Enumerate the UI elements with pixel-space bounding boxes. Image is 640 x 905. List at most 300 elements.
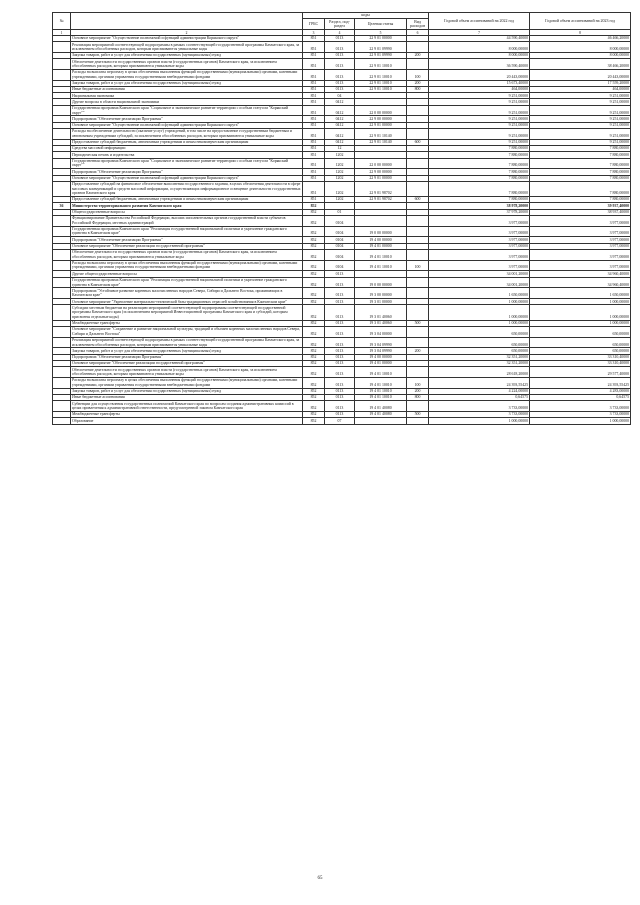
table-row <box>53 226 631 237</box>
row-amount-2023: 9 251,00000 <box>530 122 631 128</box>
row-grbs: 851 <box>303 59 325 70</box>
row-grbs: 852 <box>303 209 325 215</box>
row-amount-2023: 1 000,00000 <box>530 320 631 326</box>
row-grbs: 852 <box>303 367 325 378</box>
row-section: 0412 <box>325 139 355 145</box>
row-number <box>53 158 71 169</box>
row-amount-2022: 44 590,40000 <box>429 35 530 41</box>
row-target-article: 22 0 00 00000 <box>355 105 407 116</box>
row-expense-type <box>407 181 429 196</box>
table-row <box>53 326 631 337</box>
row-amount-2023: 1 000,00000 <box>530 305 631 320</box>
row-number <box>53 215 71 226</box>
row-amount-2022: 8 000,00000 <box>429 52 530 58</box>
row-expense-type <box>407 128 429 139</box>
row-target-article: 19 0 00 00000 <box>355 277 407 288</box>
row-grbs: 852 <box>303 394 325 400</box>
row-amount-2023: 46 466,20000 <box>530 35 631 41</box>
row-section: 0113 <box>325 411 355 417</box>
row-number <box>53 181 71 196</box>
row-amount-2022: 9 251,00000 <box>429 93 530 99</box>
row-amount-2023: 17 559,20000 <box>530 80 631 86</box>
table-row <box>53 158 631 169</box>
row-amount-2023: 39 937,40000 <box>530 203 631 209</box>
row-amount-2023: 33 310,40000 <box>530 360 631 366</box>
row-target-article: 19 3 04 09990 <box>355 348 407 354</box>
row-section: 1202 <box>325 181 355 196</box>
table-row <box>53 288 631 299</box>
row-grbs: 851 <box>303 52 325 58</box>
row-name: Закупка товаров, работ и услуг для обеспечения государственных (муниципальных) нужд <box>71 388 303 394</box>
row-amount-2022: 1 000,00000 <box>429 418 530 424</box>
row-expense-type: 100 <box>407 69 429 80</box>
row-amount-2022: 9 251,00000 <box>429 122 530 128</box>
row-amount-2022: 650,00000 <box>429 337 530 348</box>
row-amount-2022: 3 977,00000 <box>429 237 530 243</box>
row-amount-2022: 38 978,20000 <box>429 203 530 209</box>
header-expense-type: Вид расходов <box>407 19 429 30</box>
row-target-article: 19 4 01 10010 <box>355 260 407 271</box>
row-name: Субсидии местным бюджетам на реализацию мероприятий соответствующей подпрограммы соответствующей государственной программы Камчатского края (за исключением мероприятий Инвестиционной программы Камчатского края и субсидий, которым присвоены отдельные коды) <box>71 305 303 320</box>
row-grbs: 851 <box>303 86 325 92</box>
row-name: Расходы на выплаты персоналу в целях обеспечения выполнения функций государственными (муниципальными) органами, казенными учреждениями, органами управления государственными внебюджетными фондами <box>71 377 303 388</box>
row-amount-2023: 8 000,00000 <box>530 52 631 58</box>
row-name: Предоставление субсидий на финансовое обеспечение выполнения государственного задания, в целях обеспечения деятельности в сфере массовых коммуникаций и средств массовой информации, осуществляющих информационное освещение деятельности государственных органов Камчатского края <box>72 182 301 196</box>
header-section: Раздел, под-раздел <box>325 19 355 30</box>
row-name: Подпрограмма "Обеспечение реализации Программы" <box>71 169 303 175</box>
row-amount-2023: 9 251,00000 <box>530 128 631 139</box>
row-name: Государственная программа Камчатского края "Социальное и экономическое развитие территории с особым статусом "Корякский округ"" <box>71 105 303 116</box>
table-row <box>53 260 631 271</box>
row-amount-2023: 20 443,00000 <box>530 69 631 80</box>
row-amount-2022: 24 393,55425 <box>429 377 530 388</box>
row-grbs: 852 <box>303 305 325 320</box>
row-grbs: 851 <box>303 116 325 122</box>
row-number <box>53 59 71 70</box>
page-number: 65 <box>317 876 323 881</box>
row-expense-type <box>407 59 429 70</box>
table-row <box>53 418 631 424</box>
row-number <box>53 128 71 139</box>
row-target-article: 22 9 00 00000 <box>355 116 407 122</box>
row-amount-2023: 33 310,40000 <box>530 354 631 360</box>
row-grbs: 851 <box>303 105 325 116</box>
table-header <box>53 13 631 36</box>
row-section: 07 <box>325 418 355 424</box>
row-target-article: 19 3 01 40060 <box>355 305 407 320</box>
row-name: Министерство территориального развития Камчатского края <box>71 203 303 209</box>
row-target-article: 19 3 01 00000 <box>355 299 407 305</box>
row-expense-type <box>407 105 429 116</box>
row-amount-2022: 1 000,00000 <box>429 305 530 320</box>
row-name: Расходы на выплаты персоналу в целях обеспечения выполнения функций государственными (муниципальными) органами, казенными учреждениями, органами управления государственными внебюджетными фондами <box>71 260 303 271</box>
row-amount-2023: 29 577,40000 <box>530 367 631 378</box>
table-body <box>53 35 631 424</box>
table-row <box>53 69 631 80</box>
row-name: Другие общегосударственные вопросы <box>71 271 303 277</box>
row-name: Подпрограмма "Обеспечение реализации Программы" <box>71 116 303 122</box>
header-grbs: ГРБС <box>303 19 325 30</box>
row-target-article: 19 0 00 00000 <box>355 226 407 237</box>
row-amount-2022: 37 978,20000 <box>429 209 530 215</box>
row-name: Подпрограмма "Обеспечение реализации Программы" <box>71 354 303 360</box>
row-grbs: 852 <box>303 271 325 277</box>
row-name: Обеспечение деятельности государственных органов власти (государственных органов) Камчатского края, за исключением обособленных расходов, которым присваиваются уникальные коды <box>71 367 303 378</box>
row-section: 0113 <box>325 388 355 394</box>
row-section: 0113 <box>325 288 355 299</box>
row-target-article: 22 9 01 98702 <box>355 197 407 203</box>
row-expense-type: 800 <box>407 86 429 92</box>
row-target-article: 19 4 01 00000 <box>355 360 407 366</box>
row-number <box>53 288 71 299</box>
table-row <box>53 215 631 226</box>
row-grbs: 852 <box>303 299 325 305</box>
row-section: 1202 <box>325 169 355 175</box>
row-grbs: 851 <box>303 158 325 169</box>
row-target-article: 22 9 01 98702 <box>355 181 407 196</box>
row-expense-type: 500 <box>407 320 429 326</box>
row-name: Общегосударственные вопросы <box>71 209 303 215</box>
row-grbs: 852 <box>303 277 325 288</box>
row-target-article: 22 9 01 09990 <box>355 42 407 53</box>
row-amount-2022: 3 733,00000 <box>429 411 530 417</box>
row-section: 0113 <box>325 377 355 388</box>
row-amount-2022: 9 251,00000 <box>429 99 530 105</box>
row-amount-2023: 650,00000 <box>530 348 631 354</box>
row-name: Государственная программа Камчатского края "Реализация государственной национальной политики и укрепление гражданского единства в Камчатском крае" <box>71 277 303 288</box>
row-grbs: 852 <box>303 288 325 299</box>
row-section: 0104 <box>325 226 355 237</box>
row-amount-2023: 3 977,00000 <box>530 243 631 249</box>
row-amount-2023: 9 251,00000 <box>530 99 631 105</box>
row-amount-2022: 9 251,00000 <box>429 139 530 145</box>
row-section: 04 <box>325 93 355 99</box>
row-target-article: 19 4 01 10010 <box>355 367 407 378</box>
row-name: Основное мероприятие "Сохранение и развитие национальной культуры, традиций и обычаев коренных малочисленных народов Севера, Сибири и Дальнего Востока" <box>71 326 303 337</box>
row-expense-type: 200 <box>407 348 429 354</box>
row-expense-type <box>407 401 429 412</box>
row-amount-2022: 7 880,00000 <box>429 175 530 181</box>
row-name: Средства массовой информации <box>71 145 303 151</box>
row-section: 0104 <box>325 243 355 249</box>
row-number <box>53 401 71 412</box>
row-amount-2023: 7 880,00000 <box>530 145 631 151</box>
row-amount-2022: 8 000,00000 <box>429 42 530 53</box>
row-amount-2022: 7 880,00000 <box>429 169 530 175</box>
row-name: Государственная программа Камчатского края "Реализация государственной национальной политики и укрепление гражданского единства в Камчатском крае" <box>71 226 303 237</box>
row-grbs: 852 <box>303 337 325 348</box>
table-row <box>53 367 631 378</box>
row-target-article: 19 4 01 10010 <box>355 377 407 388</box>
row-name: Государственная программа Камчатского края "Социальное и экономическое развитие территории с особым статусом "Корякский округ"" <box>71 158 303 169</box>
row-name: Предоставление субсидий бюджетным, автономным учреждениям и иным некоммерческим организациям <box>71 139 303 145</box>
row-name: Основное мероприятие "Осуществление полномочий и функций администрации Корякского округа" <box>71 35 303 41</box>
row-number <box>53 226 71 237</box>
row-section: 0104 <box>325 249 355 260</box>
row-amount-2022: 7 880,00000 <box>429 145 530 151</box>
row-name: Иные бюджетные ассигнования <box>71 394 303 400</box>
row-amount-2023: 7 880,00000 <box>530 169 631 175</box>
row-target-article: 22 9 01 10010 <box>355 69 407 80</box>
column-index: 7 <box>429 30 530 36</box>
row-grbs: 851 <box>303 99 325 105</box>
row-section: 1202 <box>325 175 355 181</box>
row-amount-2022: 650,00000 <box>429 348 530 354</box>
row-name: Основное мероприятие "Осуществление полномочий и функций администрации Корякского округа" <box>71 175 303 181</box>
row-amount-2022: 32 351,20000 <box>429 360 530 366</box>
row-section: 0113 <box>325 59 355 70</box>
row-target-article: 19 4 01 10010 <box>355 388 407 394</box>
column-index: 4 <box>325 30 355 36</box>
row-name: Реализация мероприятий соответствующей подпрограммы в рамках соответствующей государственной программы Камчатского края, за исключением обособленных расходов, которым присваиваются уникальные коды <box>71 42 303 53</box>
row-number <box>53 418 71 424</box>
row-grbs: 851 <box>303 175 325 181</box>
row-amount-2023: 4 283,00000 <box>530 388 631 394</box>
row-name: Расходы на обеспечение деятельности (оказание услуг) учреждений, в том числе на предоставление государственным бюджетным и автономным учреждениям субсидий, за исключением обособленных расходов, которым присваиваются уникальные коды <box>71 128 303 139</box>
row-amount-2022: 34 001,20000 <box>429 277 530 288</box>
row-expense-type: 200 <box>407 52 429 58</box>
row-target-article: 22 9 01 00000 <box>355 175 407 181</box>
table-row <box>53 305 631 320</box>
table-row <box>53 181 631 196</box>
row-grbs: 851 <box>303 197 325 203</box>
row-amount-2022: 7 880,00000 <box>429 158 530 169</box>
row-amount-2022: 3 977,00000 <box>429 226 530 237</box>
row-target-article: 19 3 00 00000 <box>355 288 407 299</box>
row-name: Основное мероприятие "Осуществление полномочий и функций администрации Корякского округа" <box>71 122 303 128</box>
header-year-2023: Годовой объем ассигнований на 2023 год <box>530 13 631 30</box>
row-section: 0113 <box>325 360 355 366</box>
row-number <box>53 337 71 348</box>
row-grbs: 852 <box>303 237 325 243</box>
row-name: Основное мероприятие "Обеспечение реализации государственной программы" <box>71 243 303 249</box>
row-amount-2023: 3 977,00000 <box>530 226 631 237</box>
row-name: Субвенции для осуществления государственных полномочий Камчатского края по вопросам создания административных комиссий в целях привлечения к административной ответственности, предусмотренной законом Камчатского края <box>71 401 303 412</box>
row-amount-2023: 7 880,00000 <box>530 175 631 181</box>
row-section: 0113 <box>325 367 355 378</box>
row-grbs: 851 <box>303 181 325 196</box>
row-name: Межбюджетные трансферты <box>71 320 303 326</box>
row-grbs: 851 <box>303 122 325 128</box>
row-number <box>53 367 71 378</box>
row-section: 0104 <box>325 237 355 243</box>
table-row <box>53 249 631 260</box>
row-grbs: 852 <box>303 320 325 326</box>
row-expense-type: 800 <box>407 394 429 400</box>
row-amount-2022: 3 733,00000 <box>429 401 530 412</box>
row-name: Иные бюджетные ассигнования <box>71 86 303 92</box>
row-amount-2023: 7 880,00000 <box>530 181 631 196</box>
row-name: Обеспечение деятельности государственных органов власти (государственных органов) Камчатского края, за исключением обособленных расходов, которым присваиваются уникальные коды <box>71 59 303 70</box>
row-expense-type <box>407 288 429 299</box>
row-grbs: 851 <box>303 145 325 151</box>
row-name: Национальная экономика <box>71 93 303 99</box>
row-grbs: 852 <box>303 203 325 209</box>
row-target-article: 19 4 01 10010 <box>355 394 407 400</box>
row-name: Образование <box>71 418 303 424</box>
row-name: Периодическая печать и издательства <box>71 152 303 158</box>
row-amount-2022: 3 977,00000 <box>429 260 530 271</box>
row-amount-2023: 3 733,00000 <box>530 411 631 417</box>
row-section: 0412 <box>325 105 355 116</box>
row-amount-2022: 34 001,20000 <box>429 271 530 277</box>
row-amount-2022: 0,64575 <box>429 394 530 400</box>
row-section: 0113 <box>325 52 355 58</box>
row-amount-2022: 7 880,00000 <box>429 152 530 158</box>
row-section: 1202 <box>325 197 355 203</box>
row-amount-2022: 15 673,40000 <box>429 80 530 86</box>
column-index: 6 <box>407 30 429 36</box>
row-section: 1202 <box>325 152 355 158</box>
row-number <box>53 105 71 116</box>
row-expense-type <box>407 367 429 378</box>
row-section: 0113 <box>325 326 355 337</box>
row-section: 0113 <box>325 42 355 53</box>
row-amount-2023: 8 000,00000 <box>530 42 631 53</box>
row-name: Подпрограмма "Устойчивое развитие коренных малочисленных народов Севера, Сибири и Дальнего Востока, проживающих в Камчатском крае" <box>71 288 303 299</box>
row-grbs: 852 <box>303 377 325 388</box>
row-amount-2022: 4 224,00000 <box>429 388 530 394</box>
row-target-article: 22 9 01 10140 <box>355 128 407 139</box>
row-target-article: 19 4 00 00000 <box>355 354 407 360</box>
row-section: 0113 <box>325 277 355 288</box>
row-expense-type: 100 <box>407 260 429 271</box>
row-number <box>53 42 71 53</box>
row-target-article: 19 3 04 00000 <box>355 326 407 337</box>
row-grbs: 851 <box>303 169 325 175</box>
row-target-article: 22 9 01 09990 <box>355 52 407 58</box>
header-target-article: Целевая статья <box>355 19 407 30</box>
column-index: 1 <box>53 30 71 36</box>
row-name: Закупка товаров, работ и услуг для обеспечения государственных (муниципальных) нужд <box>71 348 303 354</box>
row-amount-2022: 28 618,20000 <box>429 367 530 378</box>
header-year-2022: Годовой объем ассигнований на 2022 год <box>429 13 530 30</box>
row-section: 01 <box>325 209 355 215</box>
row-section: 0412 <box>325 122 355 128</box>
row-grbs: 851 <box>303 152 325 158</box>
row-grbs: 851 <box>303 35 325 41</box>
row-grbs: 851 <box>303 93 325 99</box>
row-amount-2022: 32 351,20000 <box>429 354 530 360</box>
column-index: 3 <box>303 30 325 36</box>
row-amount-2023: 3 977,00000 <box>530 260 631 271</box>
row-target-article: 22 9 01 10140 <box>355 139 407 145</box>
row-grbs: 852 <box>303 326 325 337</box>
table-row <box>53 401 631 412</box>
row-grbs: 852 <box>303 388 325 394</box>
row-amount-2022: 7 880,00000 <box>429 197 530 203</box>
row-number <box>53 260 71 271</box>
row-grbs: 851 <box>303 42 325 53</box>
row-name: Подпрограмма "Обеспечение реализации Программы" <box>71 237 303 243</box>
row-expense-type: 600 <box>407 139 429 145</box>
row-expense-type <box>407 158 429 169</box>
row-amount-2023: 38 466,20000 <box>530 59 631 70</box>
row-target-article: 19 4 01 00000 <box>355 243 407 249</box>
row-number <box>53 277 71 288</box>
budget-table <box>52 12 631 425</box>
row-section: 1202 <box>325 158 355 169</box>
row-expense-type <box>407 42 429 53</box>
table-row <box>53 337 631 348</box>
row-expense-type <box>407 249 429 260</box>
row-number: 36 <box>53 203 71 209</box>
row-name: Закупка товаров, работ и услуг для обеспечения государственных (муниципальных) нужд <box>71 80 303 86</box>
row-section: 0412 <box>325 128 355 139</box>
row-target-article: 22 9 01 10010 <box>355 80 407 86</box>
row-target-article: 22 9 01 10010 <box>355 59 407 70</box>
row-expense-type <box>407 305 429 320</box>
row-name: Функционирование Правительства Российской Федерации, высших исполнительных органов государственной власти субъектов Российской Федерации, местных администраций <box>71 215 303 226</box>
column-index: 5 <box>355 30 407 36</box>
row-expense-type <box>407 277 429 288</box>
row-amount-2023: 0,64575 <box>530 394 631 400</box>
row-grbs: 851 <box>303 80 325 86</box>
row-amount-2023: 7 880,00000 <box>530 158 631 169</box>
row-grbs: 851 <box>303 139 325 145</box>
row-section: 0113 <box>325 299 355 305</box>
row-expense-type: 500 <box>407 411 429 417</box>
row-amount-2022: 650,00000 <box>429 326 530 337</box>
row-amount-2023: 464,00000 <box>530 86 631 92</box>
row-amount-2022: 1 000,00000 <box>429 320 530 326</box>
row-section: 0113 <box>325 80 355 86</box>
row-target-article: 22 0 00 00000 <box>355 158 407 169</box>
row-amount-2023: 1 650,00000 <box>530 288 631 299</box>
row-amount-2023: 9 251,00000 <box>530 139 631 145</box>
row-number <box>53 377 71 388</box>
row-name: Основное мероприятие "Укрепление материально-технической базы традиционных отраслей хозяйствования в Камчатском крае" <box>71 299 303 305</box>
row-section: 0113 <box>325 348 355 354</box>
row-name: Межбюджетные трансферты <box>71 411 303 417</box>
row-amount-2023: 3 977,00000 <box>530 237 631 243</box>
column-index: 8 <box>530 30 631 36</box>
row-number <box>53 249 71 260</box>
row-target-article: 19 4 01 10010 <box>355 249 407 260</box>
row-expense-type <box>407 326 429 337</box>
row-section: 0113 <box>325 337 355 348</box>
row-target-article: 19 4 01 40080 <box>355 411 407 417</box>
row-grbs: 852 <box>303 411 325 417</box>
row-amount-2023: 7 880,00000 <box>530 152 631 158</box>
row-amount-2023: 650,00000 <box>530 337 631 348</box>
row-amount-2022: 3 977,00000 <box>429 243 530 249</box>
row-amount-2023: 34 960,40000 <box>530 271 631 277</box>
row-section: 0113 <box>325 86 355 92</box>
row-amount-2023: 38 937,40000 <box>530 209 631 215</box>
row-amount-2023: 1 000,00000 <box>530 418 631 424</box>
row-target-article: 19 4 00 00000 <box>355 237 407 243</box>
row-amount-2022: 1 000,00000 <box>429 299 530 305</box>
table-row <box>53 105 631 116</box>
row-number <box>53 69 71 80</box>
row-grbs: 852 <box>303 215 325 226</box>
table-row <box>53 277 631 288</box>
row-expense-type: 200 <box>407 388 429 394</box>
row-name: Обеспечение деятельности государственных органов власти (государственных органов) Камчатского края, за исключением обособленных расходов, которым присваиваются уникальные коды <box>71 249 303 260</box>
table-row <box>53 377 631 388</box>
row-section: 0104 <box>325 260 355 271</box>
row-expense-type <box>407 226 429 237</box>
row-name: Основное мероприятие "Обеспечение реализации государственной программы" <box>71 360 303 366</box>
row-target-article: 19 3 04 09990 <box>355 337 407 348</box>
row-section: 12 <box>325 145 355 151</box>
row-grbs: 852 <box>303 401 325 412</box>
row-target-article: 19 3 01 40060 <box>355 320 407 326</box>
row-amount-2023: 34 960,40000 <box>530 277 631 288</box>
header-name <box>71 13 303 30</box>
row-grbs: 852 <box>303 226 325 237</box>
